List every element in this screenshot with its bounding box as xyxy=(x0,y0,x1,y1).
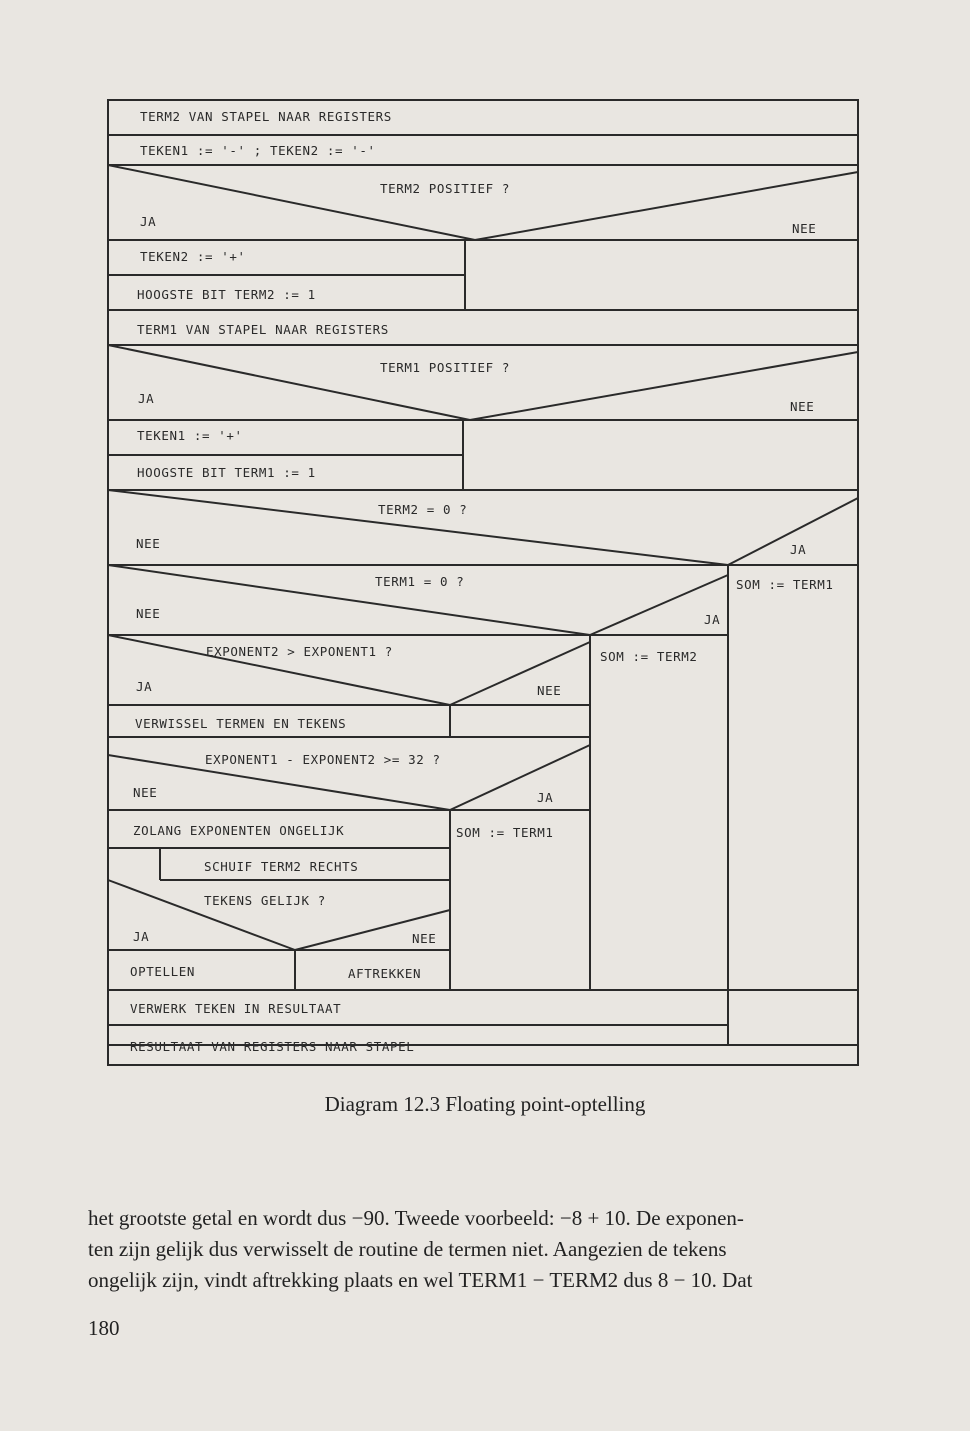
top-bit-term2: HOOGSTE BIT TERM2 := 1 xyxy=(137,287,316,302)
question-term2-zero: TERM2 = 0 ? xyxy=(378,502,468,517)
body-paragraph xyxy=(88,1203,868,1296)
signs-equal-yes-label: JA xyxy=(133,929,150,944)
result-to-stack: RESULTAAT VAN REGISTERS NAAR STAPEL xyxy=(130,1039,415,1054)
term2-positive-no-label: NEE xyxy=(792,221,817,236)
term1-positive-no-label: NEE xyxy=(790,399,815,414)
subtract-block: AFTREKKEN xyxy=(348,966,422,981)
exponent-difference-yes-label: JA xyxy=(537,790,554,805)
diagram-caption: Diagram 12.3 Floating point-optelling xyxy=(324,1092,646,1116)
term1-zero-no-label: NEE xyxy=(136,606,161,621)
top-bit-term1: HOOGSTE BIT TERM1 := 1 xyxy=(137,465,316,480)
page-number: 180 xyxy=(88,1316,120,1340)
term2-positive-yes-label: JA xyxy=(140,214,157,229)
paragraph-line: het grootste getal en wordt dus −90. Tweede voorbeeld: −8 + 10. De exponen- xyxy=(88,1206,744,1230)
question-signs-equal: TEKENS GELIJK ? xyxy=(204,893,326,908)
term1-zero-yes-label: JA xyxy=(704,612,721,627)
paragraph-line: ongelijk zijn, vindt aftrekking plaats en wel TERM1 − TERM2 dus 8 − 10. Dat xyxy=(88,1268,753,1292)
init-signs: TEKEN1 := '-' ; TEKEN2 := '-' xyxy=(140,143,376,158)
term2-zero-yes-label: JA xyxy=(790,542,807,557)
term2-to-registers: TERM2 VAN STAPEL NAAR REGISTERS xyxy=(140,109,392,124)
process-sign: VERWERK TEKEN IN RESULTAAT xyxy=(130,1001,342,1016)
term1-to-registers: TERM1 VAN STAPEL NAAR REGISTERS xyxy=(137,322,389,337)
question-term1-zero: TERM1 = 0 ? xyxy=(375,574,465,589)
exponent-compare-yes-label: JA xyxy=(136,679,153,694)
exponent-difference-no-label: NEE xyxy=(133,785,158,800)
paragraph-line: ten zijn gelijk dus verwisselt de routine de termen niet. Aangezien de tekens xyxy=(88,1237,727,1261)
question-exponent-compare: EXPONENT2 > EXPONENT1 ? xyxy=(206,644,393,659)
question-exponent-difference: EXPONENT1 - EXPONENT2 >= 32 ? xyxy=(205,752,441,767)
sum-term1-b: SOM := TERM1 xyxy=(456,825,554,840)
set-sign2: TEKEN2 := '+' xyxy=(140,249,246,264)
swap-terms: VERWISSEL TERMEN EN TEKENS xyxy=(135,716,347,731)
while-exponents-unequal: ZOLANG EXPONENTEN ONGELIJK xyxy=(133,823,345,838)
sum-term2: SOM := TERM2 xyxy=(600,649,698,664)
question-term1-positive: TERM1 POSITIEF ? xyxy=(380,360,511,375)
question-term2-positive: TERM2 POSITIEF ? xyxy=(380,181,511,196)
exponent-compare-no-label: NEE xyxy=(537,683,562,698)
term1-positive-yes-label: JA xyxy=(138,391,155,406)
signs-equal-no-label: NEE xyxy=(412,931,437,946)
sum-term1-a: SOM := TERM1 xyxy=(736,577,834,592)
set-sign1: TEKEN1 := '+' xyxy=(137,428,243,443)
add-block: OPTELLEN xyxy=(130,964,196,979)
shift-term2-right: SCHUIF TERM2 RECHTS xyxy=(204,859,359,874)
term2-zero-no-label: NEE xyxy=(136,536,161,551)
